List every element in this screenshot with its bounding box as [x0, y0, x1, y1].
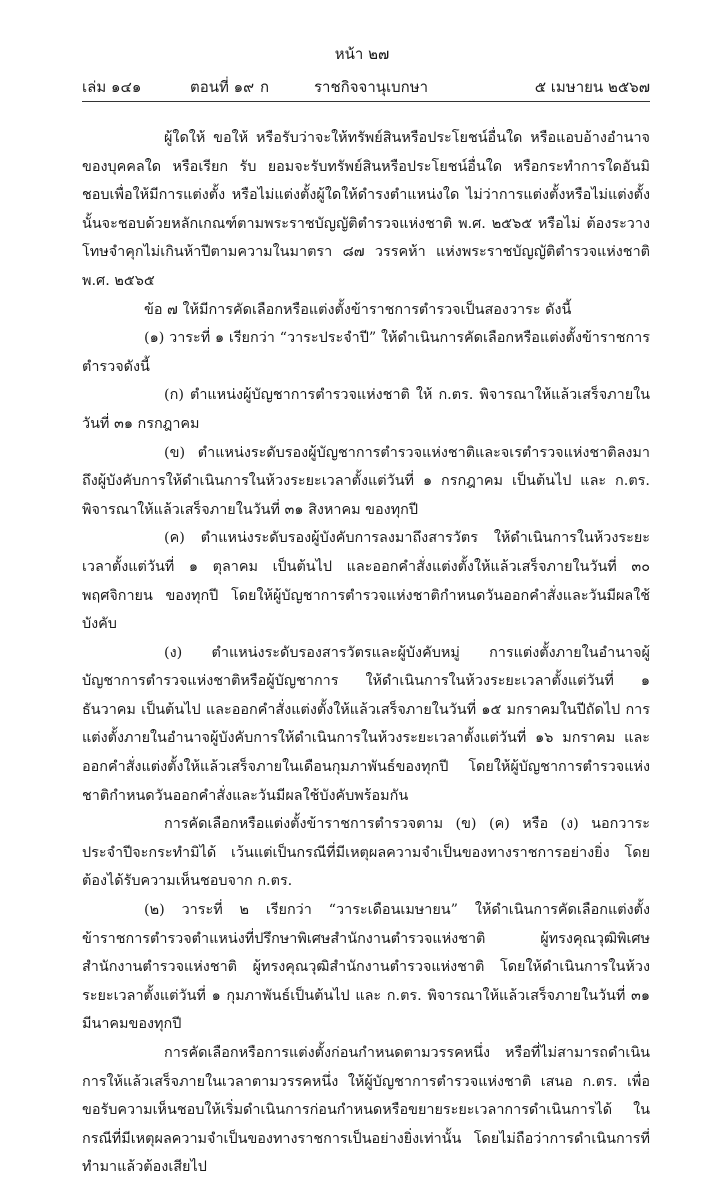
header-gazette-name: ราชกิจจานุเบกษา	[314, 78, 429, 96]
paragraph-off-cycle: การคัดเลือกหรือแต่งตั้งข้าราชการตำรวจตาม (ข) (ค) หรือ (ง) นอกวาระประจำปีจะกระทำมิได้ เว้นแต่เป็นกรณีที่มีเหตุผลความจำเป็นของทางราชการอย่างยิ่ง โดยต้องได้รับความเห็นชอบจาก ก.ตร.	[82, 816, 650, 890]
header-part: ตอนที่ ๑๙	[190, 78, 255, 96]
paragraph-early-appointment: การคัดเลือกหรือการแต่งตั้งก่อนกำหนดตามวรรคหนึ่ง หรือที่ไม่สามารถดำเนินการให้แล้วเสร็จภายในเวลาตามวรรคหนึ่ง ให้ผู้บัญชาการตำรวจแห่งชาติ เสนอ ก.ตร. เพื่อขอรับความเห็นชอบให้เริ่มดำเนินการก่อนกำหนดหรือขยายระยะเวลาการดำเนินการได้ ในกรณีที่มีเหตุผลความจำเป็นของทางราชการเป็นอย่างยิ่งเท่านั้น โดยไม่ถือว่าการดำเนินการที่ทำมาแล้วต้องเสียไป	[82, 1045, 650, 1176]
paragraph-item-b: (ข) ตำแหน่งระดับรองผู้บัญชาการตำรวจแห่งชาติและจเรตำรวจแห่งชาติลงมาถึงผู้บังคับการให้ดำเนินการในห้วงระยะเวลาตั้งแต่วันที่ ๑ กรกฎาคม เป็นต้นไป และ ก.ตร. พิจารณาให้แล้วเสร็จภายในวันที่ ๓๑ สิงหาคม ของทุกปี	[82, 444, 650, 518]
gazette-header	[82, 76, 650, 98]
paragraph-penalty: ผู้ใดให้ ขอให้ หรือรับว่าจะให้ทรัพย์สินหรือประโยชน์อื่นใด หรือแอบอ้างอำนาจของบุคคลใด หรือเรียก รับ ยอมจะรับทรัพย์สินหรือประโยชน์อื่นใด หรือกระทำการใดอันมิชอบเพื่อให้มีการแต่งตั้ง หรือไม่แต่งตั้งผู้ใดให้ดำรงตำแหน่งใด ไม่ว่าการแต่งตั้งหรือไม่แต่งตั้งนั้นจะชอบด้วยหลักเกณฑ์ตามพระราชบัญญัติตำรวจแห่งชาติ พ.ศ. ๒๕๖๕ หรือไม่ ต้องระวางโทษจำคุกไม่เกินห้าปีตามความในมาตรา ๘๗ วรรคห้า แห่งพระราชบัญญัติตำรวจแห่งชาติ พ.ศ. ๒๕๖๕	[82, 130, 650, 289]
document-body	[82, 124, 650, 1182]
header-section: ก	[260, 78, 270, 96]
paragraph-item-c: (ค) ตำแหน่งระดับรองผู้บังคับการลงมาถึงสารวัตร ให้ดำเนินการในห้วงระยะเวลาตั้งแต่วันที่ ๑ ตุลาคม เป็นต้นไป และออกคำสั่งแต่งตั้งให้แล้วเสร็จภายในวันที่ ๓๐ พฤศจิกายน ของทุกปี โดยให้ผู้บัญชาการตำรวจแห่งชาติกำหนดวันออกคำสั่งและวันมีผลใช้บังคับ	[82, 530, 650, 633]
paragraph-item-d: (ง) ตำแหน่งระดับรองสารวัตรและผู้บังคับหมู่ การแต่งตั้งภายในอำนาจผู้บัญชาการตำรวจแห่งชาติหรือผู้บัญชาการ ให้ดำเนินการในห้วงระยะเวลาตั้งแต่วันที่ ๑ ธันวาคม เป็นต้นไป และออกคำสั่งแต่งตั้งให้แล้วเสร็จภายในวันที่ ๑๕ มกราคมในปีถัดไป การแต่งตั้งภายในอำนาจผู้บังคับการให้ดำเนินการในห้วงระยะเวลาตั้งแต่วันที่ ๑๖ มกราคม และออกคำสั่งแต่งตั้งให้แล้วเสร็จภายในเดือนกุมภาพันธ์ของทุกปี โดยให้ผู้บัญชาการตำรวจแห่งชาติกำหนดวันออกคำสั่งและวันมีผลใช้บังคับพร้อมกัน	[82, 644, 650, 804]
header-date: ๕ เมษายน ๒๕๖๗	[534, 78, 650, 96]
paragraph-item-a: (ก) ตำแหน่งผู้บัญชาการตำรวจแห่งชาติ ให้ ก.ตร. พิจารณาให้แล้วเสร็จภายในวันที่ ๓๑ กรกฎาคม	[82, 387, 650, 432]
paragraph-term-2: (๒) วาระที่ ๒ เรียกว่า “วาระเดือนเมษายน” ให้ดำเนินการคัดเลือกแต่งตั้งข้าราชการตำรวจตำแหน่งที่ปรึกษาพิเศษสำนักงานตำรวจแห่งชาติ ผู้ทรงคุณวุฒิพิเศษสำนักงานตำรวจแห่งชาติ ผู้ทรงคุณวุฒิสำนักงานตำรวจแห่งชาติ โดยให้ดำเนินการในห้วงระยะเวลาตั้งแต่วันที่ ๑ กุมภาพันธ์เป็นต้นไป และ ก.ตร. พิจารณาให้แล้วเสร็จภายในวันที่ ๓๑ มีนาคมของทุกปี	[82, 902, 650, 1033]
paragraph-clause-7: ข้อ ๗ ให้มีการคัดเลือกหรือแต่งตั้งข้าราชการตำรวจเป็นสองวาระ ดังนี้	[144, 301, 572, 318]
header-rule	[82, 101, 650, 102]
header-volume: เล่ม ๑๔๑	[82, 78, 142, 96]
paragraph-term-1: (๑) วาระที่ ๑ เรียกว่า “วาระประจำปี” ให้ดำเนินการคัดเลือกหรือแต่งตั้งข้าราชการตำรวจดังนี้	[82, 330, 650, 375]
page-number: หน้า ๒๗	[334, 45, 390, 63]
